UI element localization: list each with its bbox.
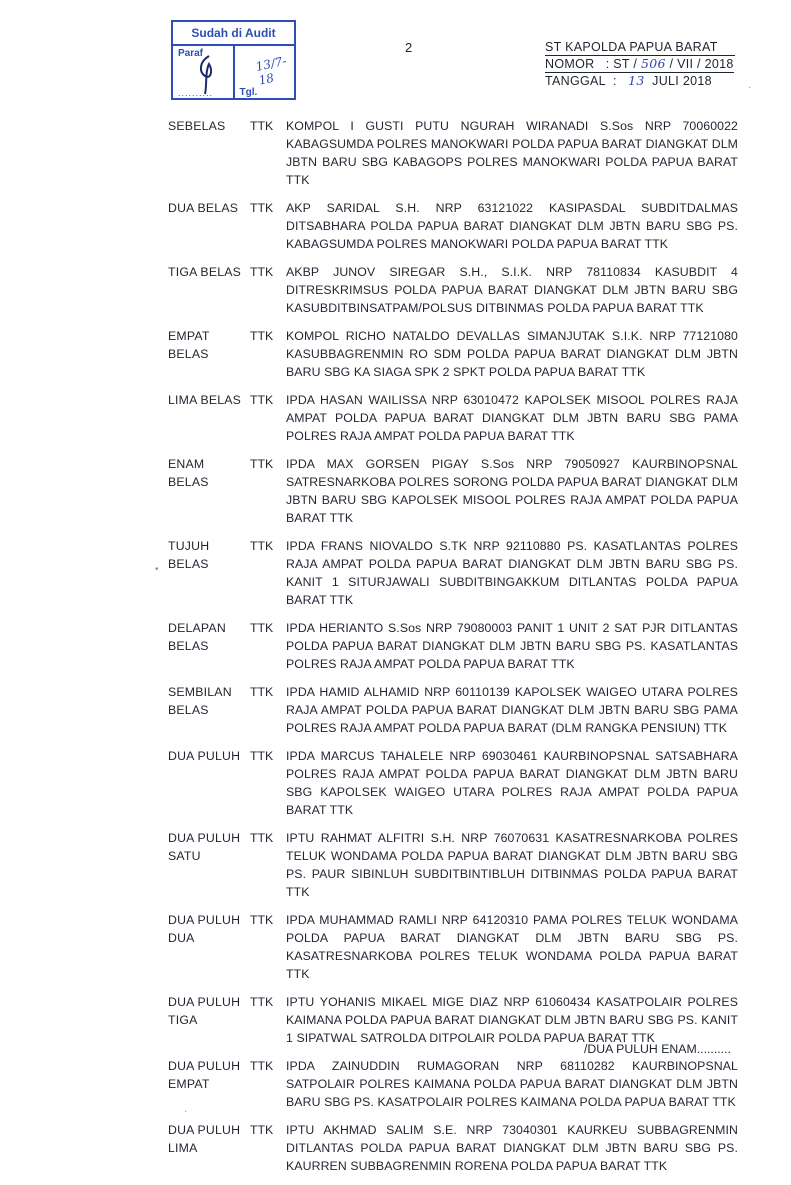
audit-stamp <box>171 20 296 100</box>
entry-number: DUA BELAS <box>168 201 239 215</box>
tanggal-colon: : <box>613 74 617 88</box>
entry-number: DUA PULUH SATU <box>168 831 241 863</box>
nomor-handwritten: 506 <box>640 56 666 71</box>
entry-number: SEMBILAN BELAS <box>168 685 232 717</box>
list-item <box>168 391 738 445</box>
tanggal-rest: JULI 2018 <box>652 74 712 88</box>
entry-number: SEBELAS <box>168 119 226 133</box>
list-item <box>168 747 738 819</box>
stamp-title: Sudah di Audit <box>173 22 294 46</box>
entry-ttk: TTK <box>250 265 274 279</box>
nomor-suffix: / VII / 2018 <box>669 57 734 71</box>
list-item <box>168 993 738 1047</box>
entry-ttk: TTK <box>250 201 274 215</box>
entry-number: TIGA BELAS <box>168 265 242 279</box>
entry-ttk: TTK <box>250 539 274 553</box>
entry-text: KOMPOL RICHO NATALDO DEVALLAS SIMANJUTAK S.I.K. NRP 77121080 KASUBBAGRENMIN RO SDM POLDA PAPUA BARAT DIANGKAT DLM JBTN BARU SBG KA SIAGA SPK 2 SPKT POLDA PAPUA BARAT TTK <box>286 329 738 379</box>
entry-number: DUA PULUH <box>168 749 241 763</box>
entry-text: IPTU RAHMAT ALFITRI S.H. NRP 76070631 KASATRESNARKOBA POLRES TELUK WONDAMA POLDA PAPUA BARAT DIANGKAT DLM JBTN BARU SBG PS. PAUR SIBINLUH SUBDITBINTIBLUH DITBINMAS POLDA PAPUA BARAT TTK <box>286 831 738 899</box>
list-item <box>168 829 738 901</box>
entry-text: AKP SARIDAL S.H. NRP 63121022 KASIPASDAL SUBDITDALMAS DITSABHARA POLDA PAPUA BARAT DIANGKAT DLM JBTN BARU SBG PS. KABAGSUMDA POLRES MANOKWARI POLDA PAPUA BARAT TTK <box>286 201 738 251</box>
entry-number: DUA PULUH EMPAT <box>168 1059 241 1091</box>
list-item <box>168 619 738 673</box>
entry-number: DUA PULUH DUA <box>168 913 241 945</box>
list-item <box>168 1057 738 1111</box>
stamp-dots: .......... <box>178 88 214 98</box>
entry-text: IPDA HASAN WAILISSA NRP 63010472 KAPOLSEK MISOOL POLRES RAJA AMPAT POLDA PAPUA BARAT DIANGKAT DLM JBTN BARU SBG PAMA POLRES RAJA AMPAT POLDA PAPUA BARAT TTK <box>286 393 738 443</box>
entry-number: DUA PULUH LIMA <box>168 1123 241 1155</box>
entry-text: IPDA FRANS NIOVALDO S.TK NRP 92110880 PS. KASATLANTAS POLRES RAJA AMPAT POLDA PAPUA BARAT DIANGKAT DLM JBTN BARU SBG PS. KANIT 1 SITURJAWALI SUBDITBINGAKKUM DITLANTAS POLDA PAPUA BARAT TTK <box>286 539 738 607</box>
nomor-label: NOMOR <box>545 57 595 71</box>
list-item <box>168 263 738 317</box>
entry-ttk: TTK <box>250 1059 274 1073</box>
document-header <box>545 40 735 89</box>
entry-ttk: TTK <box>250 831 274 845</box>
page-number: 2 <box>405 40 413 55</box>
entry-ttk: TTK <box>250 119 274 133</box>
entry-ttk: TTK <box>250 393 274 407</box>
entry-text: IPDA MARCUS TAHALELE NRP 69030461 KAURBINOPSNAL SATSABHARA POLRES RAJA AMPAT POLDA PAPUA BARAT DIANGKAT DLM JBTN BARU SBG KAPOLSEK WAIGEO UTARA POLRES RAJA AMPAT POLDA PAPUA BARAT TTK <box>286 749 738 817</box>
nomor-prefix: : ST / <box>605 57 638 71</box>
list-item <box>168 537 738 609</box>
stamp-tgl-label: Tgl. <box>239 87 258 98</box>
list-item <box>168 455 738 527</box>
entry-text: AKBP JUNOV SIREGAR S.H., S.I.K. NRP 78110834 KASUBDIT 4 DITRESKRIMSUS POLDA PAPUA BARAT DIANGKAT DLM JBTN BARU SBG KASUBDITBINSATPAM/POLSUS DITBINMAS POLDA PAPUA BARAT TTK <box>286 265 738 315</box>
entry-number: TUJUH BELAS <box>168 539 210 571</box>
tanggal-label: TANGGAL <box>545 74 606 88</box>
entry-number: DUA PULUH TIGA <box>168 995 241 1027</box>
list-item <box>168 117 738 189</box>
entry-text: IPDA ZAINUDDIN RUMAGORAN NRP 68110282 KAURBINOPSNAL SATPOLAIR POLRES KAIMANA POLDA PAPUA BARAT DIANGKAT DLM JBTN BARU SBG PS. KASATPOLAIR POLRES KAIMANA POLDA PAPUA BARAT TTK <box>286 1059 738 1109</box>
header-title: ST KAPOLDA PAPUA BARAT <box>545 40 735 56</box>
entry-ttk: TTK <box>250 329 274 343</box>
list-item <box>168 1121 738 1175</box>
list-item <box>168 327 738 381</box>
entry-text: IPDA MUHAMMAD RAMLI NRP 64120310 PAMA POLRES TELUK WONDAMA POLDA PAPUA BARAT DIANGKAT DLM JBTN BARU SBG PS. KASATRESNARKOBA POLRES TELUK WONDAMA POLDA PAPUA BARAT TTK <box>286 913 738 981</box>
stamp-tgl-cell <box>235 46 295 100</box>
continuation-footer: /DUA PULUH ENAM.......... <box>584 1042 731 1056</box>
stamp-paraf-cell <box>173 46 235 100</box>
scan-dot: · <box>748 82 752 93</box>
entry-text: KOMPOL I GUSTI PUTU NGURAH WIRANADI S.Sos NRP 70060022 KABAGSUMDA POLRES MANOKWARI POLDA PAPUA BARAT DIANGKAT DLM JBTN BARU SBG KABAGOPS POLRES MANOKWARI POLDA PAPUA BARAT TTK <box>286 119 738 187</box>
entry-text: IPDA HERIANTO S.Sos NRP 79080003 PANIT 1 UNIT 2 SAT PJR DITLANTAS POLDA PAPUA BARAT DIANGKAT DLM JBTN BARU SBG PS. KASATLANTAS POLRES RAJA AMPAT POLDA PAPUA BARAT TTK <box>286 621 738 671</box>
stamp-paraf-label: Paraf <box>178 48 204 59</box>
list-item <box>168 199 738 253</box>
list-item <box>168 911 738 983</box>
entry-ttk: TTK <box>250 621 274 635</box>
entry-text: IPTU AKHMAD SALIM S.E. NRP 73040301 KAURKEU SUBBAGRENMIN DITLANTAS POLDA PAPUA BARAT DIANGKAT DLM JBTN BARU SBG PS. KAURREN SUBBAGRENMIN RORENA POLDA PAPUA BARAT TTK <box>286 1123 738 1173</box>
list-item <box>168 683 738 737</box>
entry-ttk: TTK <box>250 685 274 699</box>
stamp-tgl-handwritten: 13/7-18 <box>253 53 288 88</box>
entry-number: EMPAT BELAS <box>168 329 210 361</box>
entry-ttk: TTK <box>250 1123 274 1137</box>
entry-ttk: TTK <box>250 749 274 763</box>
entry-text: IPDA HAMID ALHAMID NRP 60110139 KAPOLSEK WAIGEO UTARA POLRES RAJA AMPAT POLDA PAPUA BARAT DIANGKAT DLM JBTN BARU SBG PAMA POLRES RAJA AMPAT POLDA PAPUA BARAT (DLM RANGKA PENSIUN) TTK <box>286 685 738 735</box>
tanggal-day: 13 <box>628 73 645 88</box>
scan-dot: · <box>184 1106 188 1117</box>
entry-text: IPTU YOHANIS MIKAEL MIGE DIAZ NRP 61060434 KASATPOLAIR POLRES KAIMANA POLDA PAPUA BARAT DIANGKAT DLM JBTN BARU SBG PS. KANIT 1 SIPATWAL SATROLDA DITPOLAIR POLDA PAPUA BARAT TTK <box>286 995 738 1045</box>
entry-text: IPDA MAX GORSEN PIGAY S.Sos NRP 79050927 KAURBINOPSNAL SATRESNARKOBA POLRES SORONG POLDA PAPUA BARAT DIANGKAT DLM JBTN BARU SBG KAPOLSEK MISOOL POLRES RAJA AMPAT POLDA PAPUA BARAT TTK <box>286 457 738 525</box>
entry-ttk: TTK <box>250 457 274 471</box>
scan-dot: • <box>155 564 159 575</box>
entry-number: ENAM BELAS <box>168 457 209 489</box>
entry-list <box>168 117 738 1185</box>
entry-number: LIMA BELAS <box>168 393 242 407</box>
entry-number: DELAPAN BELAS <box>168 621 226 653</box>
entry-ttk: TTK <box>250 995 274 1009</box>
entry-ttk: TTK <box>250 913 274 927</box>
